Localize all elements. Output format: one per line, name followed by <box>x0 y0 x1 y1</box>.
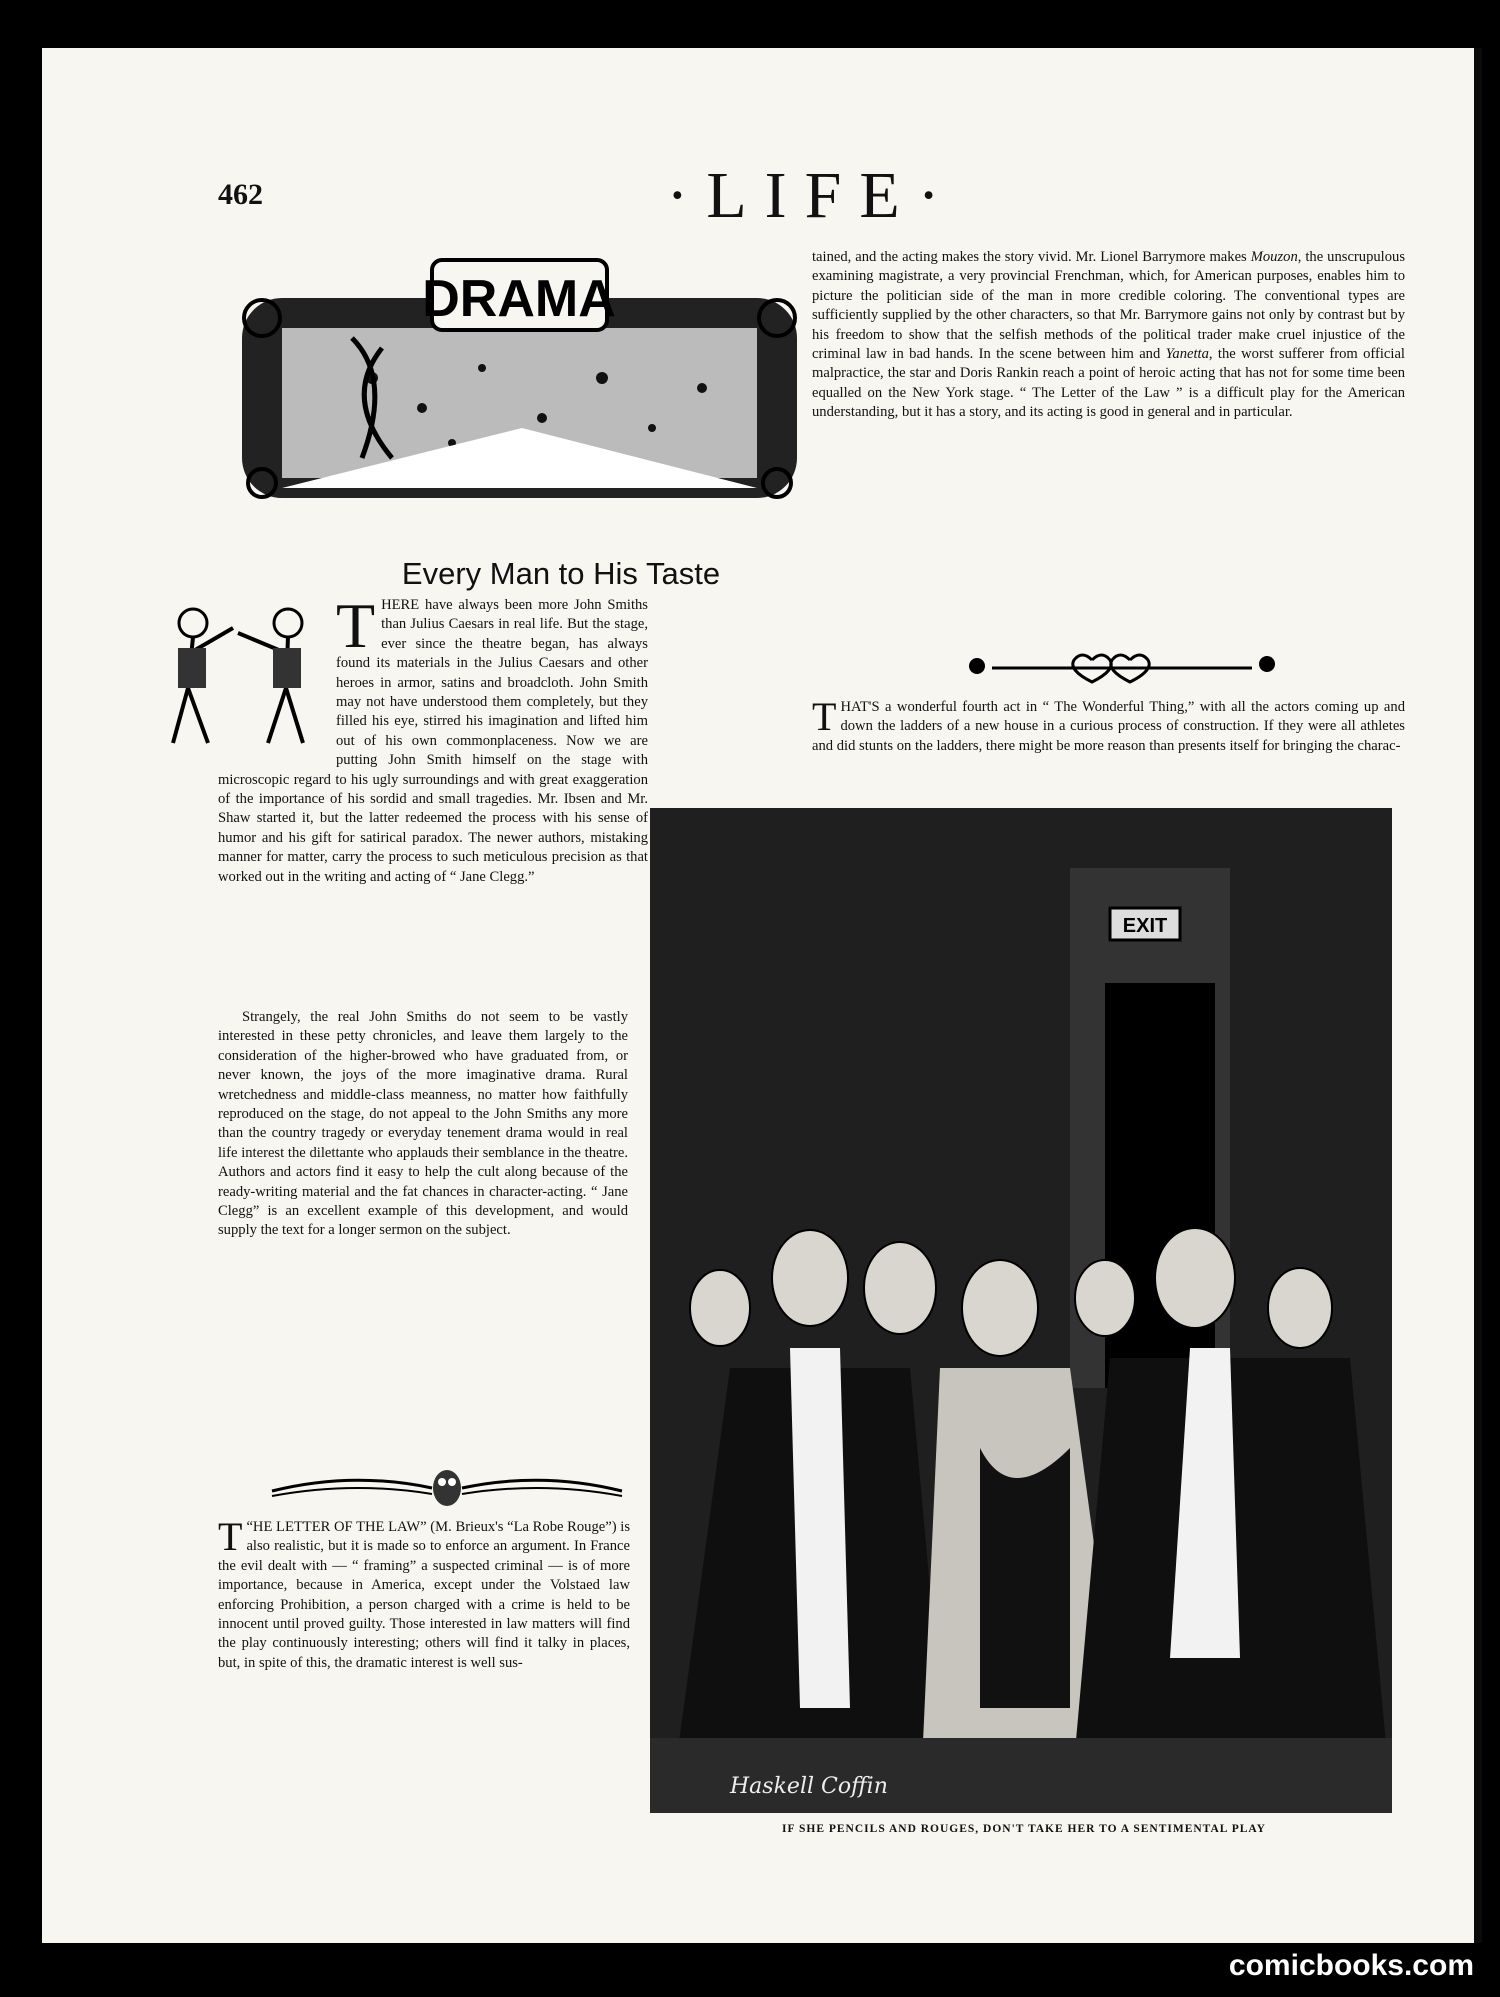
paragraph-wonderful-thing: HAT'S a wonderful fourth act in “ The Wonderful Thing,” with all the actors coming up and down the ladders of a new house in a curious process of construction. If they were all athletes and did stunts on the ladders, there might be more reason than presents itself for bringing the charac- <box>812 699 1405 754</box>
illustration-caption: IF SHE PENCILS AND ROUGES, DON'T TAKE HER TO A SENTIMENTAL PLAY <box>782 1823 1266 1835</box>
paragraph-intro: HERE have always been more John Smiths than Julius Caesars in real life. But the stage, ever since the theatre began, has always found its materials in the Julius Caesars and other heroes in armor, satins and broadcloth. John Smith may not have understood them completely, but they filled his eye, stirred his imagination and lifted him out of his own commonplaceness. Now we are putting John Smith himself on the stage with microscopic regard to his ugly surroundings and with great exaggeration of the importance of his sordid and small tragedies. Mr. Ibsen and Mr. Shaw started it, but the latter redeemed the process with his sense of humor and his gift for satirical paradox. The newer authors, mistaking manner for matter, carry the process to such meticulous precision as that worked out in the writing and acting of “ Jane Clegg.” <box>218 597 648 885</box>
drop-cap: T <box>812 694 837 739</box>
image-float-spacer <box>218 596 336 756</box>
magazine-page <box>42 48 1482 1943</box>
drama-banner-illustration <box>222 258 817 538</box>
exit-sign: EXIT <box>1122 915 1168 937</box>
paragraph-barrymore-cont: , the unscrupulous examining magistrate, a very provincial Frenchman, which, for American purposes, enables him to picture the politician side of the man in more credible coloring. The conventional types are sufficiently supplied by the other characters, so that Mr. Barrymore gains not only by contrast but by his freedom to show that the selfish methods of the political trader make cruel injustice of the criminal law in bad hands. In the scene between him and <box>812 249 1405 363</box>
character-name: Yanetta <box>1165 346 1209 363</box>
banner-title: DRAMA <box>422 270 616 328</box>
paragraph-john-smiths: Strangely, the real John Smiths do not seem to be vastly interested in these petty chronicles, and leave them largely to the consideration of the higher-browed who have graduated from, or never known, the joys of the more imaginative drama. Rural wretchedness and middle-class meanness, no matter how faithfully reproduced on the stage, do not appeal to the John Smiths any more than the country tragedy or everyday tenement drama would in real life interest the dilettante who applauds their semblance in the theatre. Authors and actors find it easy to help the cult along because of the ready-writing material and the fat chances in character-acting. “ Jane Clegg” is an excellent example of this development, and would supply the text for a longer sermon on the subject. <box>218 1009 628 1239</box>
article-column-right-lower <box>812 694 1405 756</box>
magazine-title: ·LIFE· <box>666 159 958 232</box>
artist-signature: Haskell Coffin <box>730 1774 888 1799</box>
opening-quote: “ <box>246 1519 253 1535</box>
paragraph-letter-of-the-law: HE LETTER OF THE LAW” (M. Brieux's “La Robe Rouge”) is also realistic, but it is made so to enforce an argument. In France the evil dealt with — “ framing” a suspected criminal — is of more importance, because in America, except under the Volstaed law enforcing Prohibition, a person charged with a crime is held to be innocent until proved guilty. Those interested in law matters will find the play continuously interesting; others will find it talky in places, but, in spite of this, the dramatic interest is well sus- <box>218 1519 630 1671</box>
drop-cap: T <box>218 1514 243 1559</box>
paragraph-barrymore-end: , the worst sufferer from official malpractice, the star and Doris Rankin reach a point of heroic acting that has not for some time been equalled on the New York stage. “ The Letter of the Law ” is a difficult play for the American understanding, but it has a story, and its acting is good in general and in particular. <box>812 346 1405 421</box>
theatre-audience-illustration <box>650 808 1392 1813</box>
drop-cap: T <box>336 590 376 661</box>
character-name: Mouzon <box>1250 249 1298 265</box>
paragraph-barrymore: tained, and the acting makes the story vivid. Mr. Lionel Barrymore makes <box>812 249 1251 265</box>
article-column-right <box>812 248 1405 423</box>
article-column-left-law <box>218 1514 630 1673</box>
page-number: 462 <box>218 178 263 211</box>
article-column-left-bottom <box>218 1008 628 1241</box>
hearts-ornament-divider <box>952 646 1292 686</box>
page-gutter <box>1474 48 1482 1943</box>
article-column-left-top <box>218 590 648 887</box>
watermark: comicbooks.com <box>1228 1949 1474 1982</box>
article-heading: Every Man to His Taste <box>401 556 721 591</box>
owl-ornament-divider <box>262 1466 632 1508</box>
